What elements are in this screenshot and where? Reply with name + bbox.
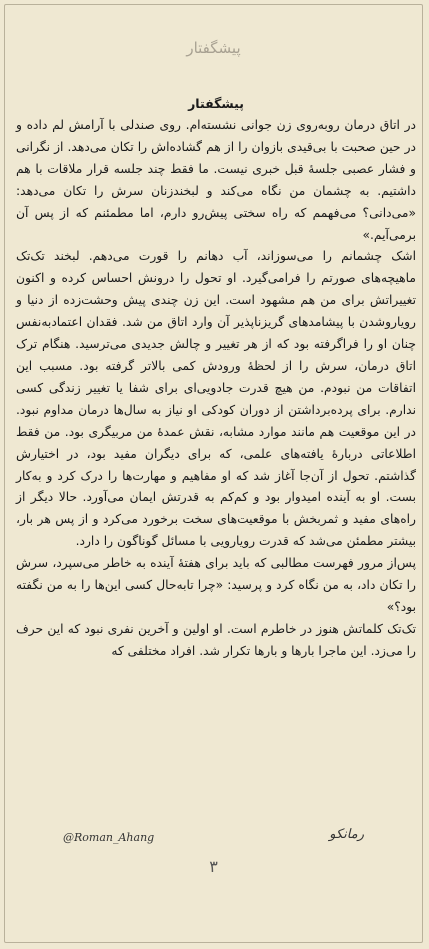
- paragraph-4: تک‌تک کلماتش هنوز در خاطرم است. او اولین و آخرین نفری نبود که این حرف را می‌زد. این ماجرا بارها و بارها تکرار شد. افراد مختلفی که: [16, 621, 416, 658]
- footer-channel-logo: رمانکو: [329, 827, 364, 842]
- paragraph-3: پس‌از مرور فهرست مطالبی که باید برای هفتهٔ آینده به خاطر می‌سپرد، سرش را تکان داد، به من نگاه کرد و پرسید: «چرا تابه‌حال کسی این‌ها را به من نگفته بود؟»: [16, 556, 416, 614]
- paragraph-1: در اتاق درمان روبه‌روی زن جوانی نشسته‌ام. روی صندلی با آرامش لم داده و در حین صحبت با بی‌قیدی بازوان را از هم گشاده‌اش را تکان می‌دهد. از نگرانی و فشار عصبی جلسهٔ قبل خبری نیست. ما فقط چند جلسه قرار ملاقات با هم داشتیم. به چشمان من نگاه می‌کند و لبخندزنان سرش را تکان می‌دهد: «می‌دانی؟ می‌فهمم که راه سختی پیش‌رو دارم، اما مطمئنم که از پس آن برمی‌آیم.»: [16, 118, 416, 242]
- section-title: پیشگفتار: [188, 96, 244, 111]
- paragraph-2: اشک چشمانم را می‌سوزاند، آب دهانم را قورت می‌دهم. لبخند تک‌تک ماهیچه‌های صورتم را فرامی‌گیرد. او تحول را درونش احساس کرده و اکنون تغییراتش برای من هم مشهود است. این زن چندی پیش وحشت‌زده از دنیا و رویاروشدن با پیشامدهای گریزناپذیر آن وارد اتاق من شد. فقدان اعتمادبه‌نفس چنان او را فراگرفته بود که از هر تغییر و چالش جدیدی می‌ترسید. هنگام ترک اتاق درمان، سرش را از لحظهٔ ورودش کمی بالاتر گرفته بود. مسبب این اتفاقات من نبودم. من هیچ قدرت جادویی‌ای برای شفا یا تغییر زندگی کسی ندارم. برای پرده‌برداشتن از دوران کودکی او نیاز به سال‌ها درمان مداوم نبود. در این موقعیت هم مانند موارد مشابه، نقش عمدهٔ من مربیگری بود. من فقط اطلاعاتی دربارهٔ یافته‌های علمی، که برای دیگران مفید بود، در اختیارش گذاشتم. تحول از آن‌جا آغاز شد که او مفاهیم و مهارت‌ها را درک کرد و به‌کار بست. او به آینده امیدوار بود و کم‌کم به قدرتش ایمان می‌آورد. حالا دیگر از راه‌های مفید و ثمربخش با موقعیت‌های سخت برخورد می‌کرد و از پس هر بار، بیشتر مطمئن می‌شد که قدرت رویارویی با مسائل گوناگون را دارد.: [16, 249, 416, 549]
- body-text: [16, 93, 416, 663]
- page-frame: [4, 4, 423, 943]
- page-number: ۳: [209, 857, 218, 876]
- footer-channel-handle: @Roman_Ahang: [63, 831, 155, 844]
- running-header: پیشگفتار: [186, 39, 241, 57]
